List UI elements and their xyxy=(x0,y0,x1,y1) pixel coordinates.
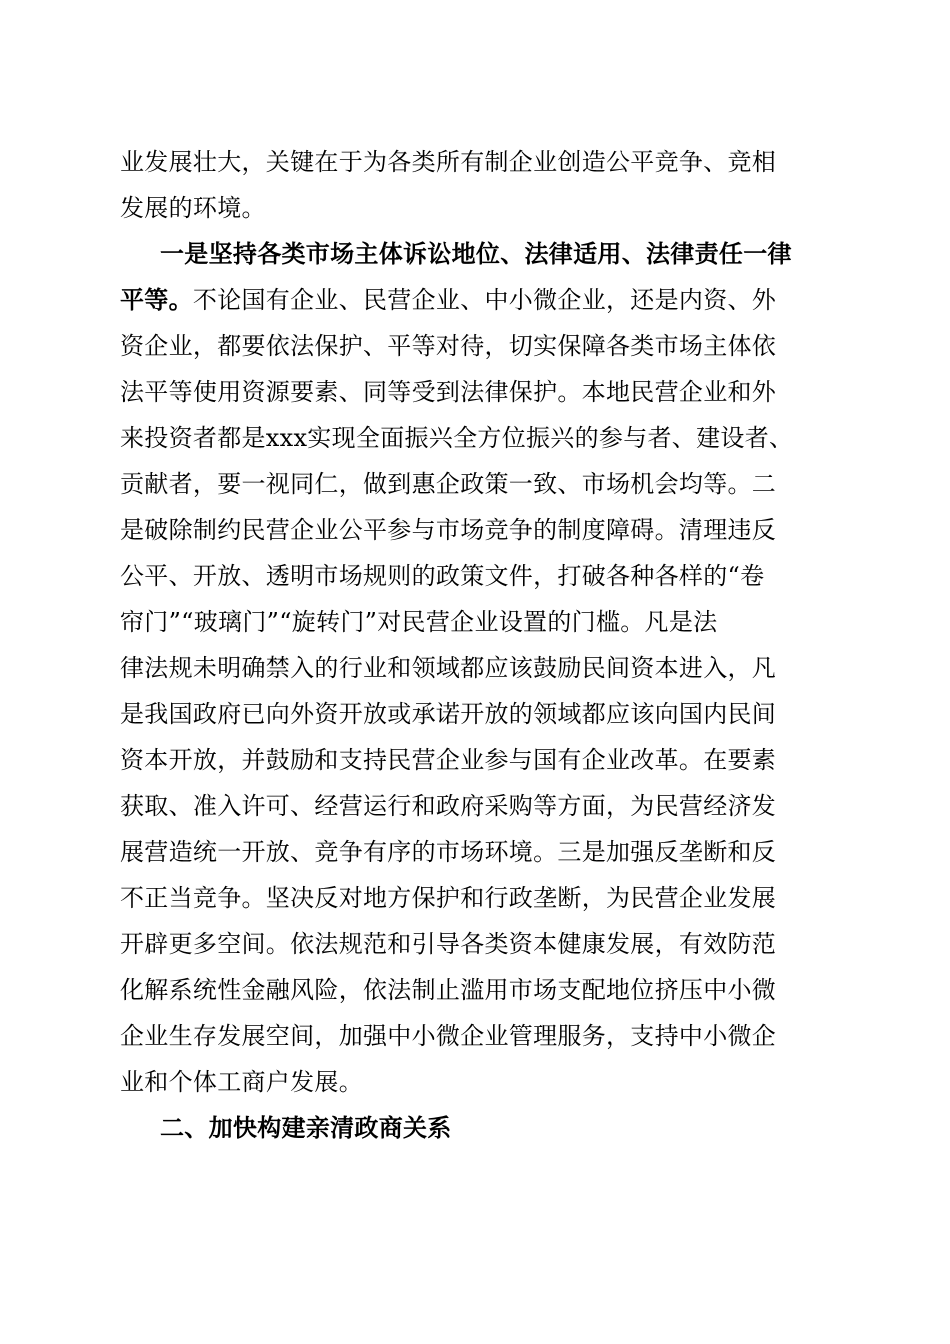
paragraph-line-4-text: 不论国有企业、民营企业、中小微企业，还是内资、外 xyxy=(192,286,777,314)
paragraph-line-21: 业和个体工商户发展。 xyxy=(120,1068,363,1096)
paragraph-line-10: 公平、开放、透明市场规则的政策文件，打破各种各样的“卷 xyxy=(120,562,765,590)
paragraph-line-5: 资企业，都要依法保护、平等对待，切实保障各类市场主体依 xyxy=(120,332,777,360)
bold-point-1-line-2: 平等。 xyxy=(120,286,193,314)
paragraph-line-18: 开辟更多空间。依法规范和引导各类资本健康发展，有效防范 xyxy=(120,930,777,958)
paragraph-line-17: 不正当竞争。坚决反对地方保护和行政垄断，为民营企业发展 xyxy=(120,884,777,912)
paragraph-line-8: 贡献者，要一视同仁，做到惠企政策一致、市场机会均等。二 xyxy=(120,470,777,498)
paragraph-line-14: 资本开放，并鼓励和支持民营企业参与国有企业改革。在要素 xyxy=(120,746,777,774)
paragraph-line-15: 获取、准入许可、经营运行和政府采购等方面，为民营经济发 xyxy=(120,792,777,820)
paragraph-line-19: 化解系统性金融风险，依法制止滥用市场支配地位挤压中小微 xyxy=(120,976,777,1004)
paragraph-line-6: 法平等使用资源要素、同等受到法律保护。本地民营企业和外 xyxy=(120,378,777,406)
section-heading: 二、加快构建亲清政商关系 xyxy=(160,1114,452,1142)
paragraph-line-11: 帘门”“玻璃门”“旋转门”对民营企业设置的门槛。凡是法 xyxy=(120,608,718,636)
paragraph-line-13: 是我国政府已向外资开放或承诺开放的领域都应该向国内民间 xyxy=(120,700,777,728)
bold-point-1-line-1: 一是坚持各类市场主体诉讼地位、法律适用、法律责任一律 xyxy=(160,240,792,268)
paragraph-line-4 xyxy=(120,285,776,315)
paragraph-line-1: 业发展壮大，关键在于为各类所有制企业创造公平竞争、竞相 xyxy=(120,148,777,176)
paragraph-line-2: 发展的环境。 xyxy=(120,194,266,222)
paragraph-line-9: 是破除制约民营企业公平参与市场竞争的制度障碍。清理违反 xyxy=(120,516,777,544)
paragraph-line-20: 企业生存发展空间，加强中小微企业管理服务，支持中小微企 xyxy=(120,1022,777,1050)
paragraph-line-12: 律法规未明确禁入的行业和领域都应该鼓励民间资本进入，凡 xyxy=(120,654,777,682)
paragraph-line-16: 展营造统一开放、竞争有序的市场环境。三是加强反垄断和反 xyxy=(120,838,777,866)
paragraph-line-7: 来投资者都是xxx实现全面振兴全方位振兴的参与者、建设者、 xyxy=(120,424,794,452)
